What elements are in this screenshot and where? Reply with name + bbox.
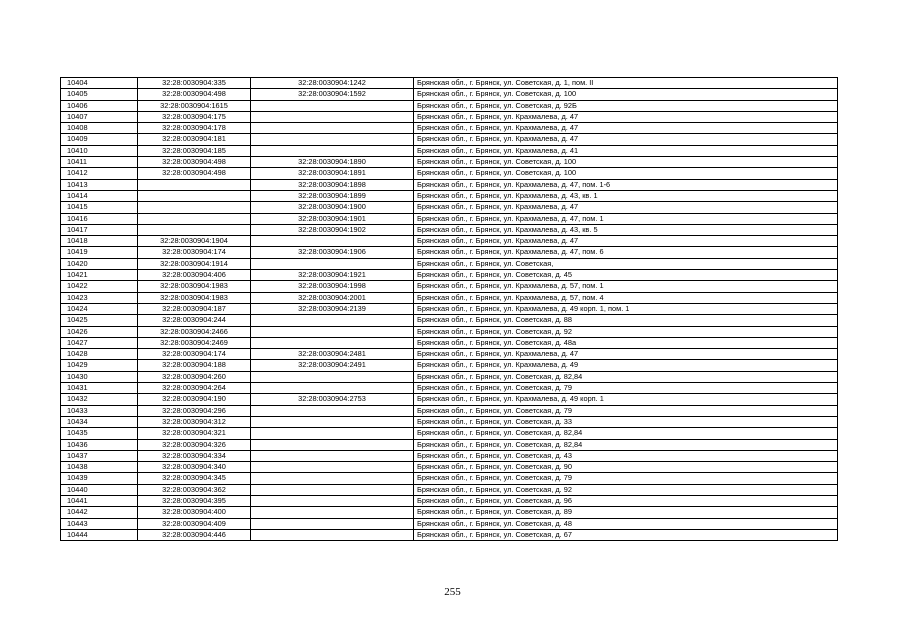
table-row [61, 111, 838, 122]
linked-cadastral-number-cell: 32:28:0030904:1242 [251, 78, 414, 89]
row-number-cell: 10416 [61, 213, 138, 224]
cadastral-number-cell: 32:28:0030904:185 [138, 145, 251, 156]
linked-cadastral-number-cell: 32:28:0030904:1899 [251, 190, 414, 201]
cadastral-number-cell: 32:28:0030904:1983 [138, 281, 251, 292]
table-row [61, 78, 838, 89]
cadastral-number-cell: 32:28:0030904:1914 [138, 258, 251, 269]
cadastral-number-cell: 32:28:0030904:409 [138, 518, 251, 529]
cadastral-number-cell: 32:28:0030904:362 [138, 484, 251, 495]
cadastral-number-cell: 32:28:0030904:335 [138, 78, 251, 89]
cadastral-number-cell: 32:28:0030904:446 [138, 529, 251, 540]
linked-cadastral-number-cell [251, 383, 414, 394]
row-number-cell: 10428 [61, 349, 138, 360]
cadastral-number-cell: 32:28:0030904:174 [138, 349, 251, 360]
row-number-cell: 10432 [61, 394, 138, 405]
linked-cadastral-number-cell [251, 518, 414, 529]
linked-cadastral-number-cell [251, 416, 414, 427]
address-cell: Брянская обл., г. Брянск, ул. Советская, д. 48а [414, 337, 838, 348]
address-cell: Брянская обл., г. Брянск, ул. Советская, д. 43 [414, 450, 838, 461]
table-row [61, 462, 838, 473]
address-cell: Брянская обл., г. Брянск, ул. Крахмалева, д. 49 [414, 360, 838, 371]
cadastral-number-cell: 32:28:0030904:498 [138, 168, 251, 179]
linked-cadastral-number-cell: 32:28:0030904:1998 [251, 281, 414, 292]
address-cell: Брянская обл., г. Брянск, ул. Советская, д. 100 [414, 168, 838, 179]
table-row [61, 349, 838, 360]
linked-cadastral-number-cell [251, 134, 414, 145]
address-cell: Брянская обл., г. Брянск, ул. Советская, д. 88 [414, 315, 838, 326]
table-row [61, 416, 838, 427]
address-cell: Брянская обл., г. Брянск, ул. Крахмалева, д. 47, пом. 1-6 [414, 179, 838, 190]
linked-cadastral-number-cell [251, 484, 414, 495]
cadastral-number-cell: 32:28:0030904:1615 [138, 100, 251, 111]
row-number-cell: 10404 [61, 78, 138, 89]
table-row [61, 292, 838, 303]
table-row [61, 190, 838, 201]
linked-cadastral-number-cell: 32:28:0030904:1901 [251, 213, 414, 224]
row-number-cell: 10434 [61, 416, 138, 427]
row-number-cell: 10412 [61, 168, 138, 179]
linked-cadastral-number-cell [251, 315, 414, 326]
linked-cadastral-number-cell: 32:28:0030904:2753 [251, 394, 414, 405]
row-number-cell: 10421 [61, 270, 138, 281]
row-number-cell: 10426 [61, 326, 138, 337]
row-number-cell: 10407 [61, 111, 138, 122]
linked-cadastral-number-cell: 32:28:0030904:2001 [251, 292, 414, 303]
table-row [61, 224, 838, 235]
table-row [61, 383, 838, 394]
table-row [61, 213, 838, 224]
table-row [61, 394, 838, 405]
table-row [61, 270, 838, 281]
address-cell: Брянская обл., г. Брянск, ул. Крахмалева, д. 43, кв. 5 [414, 224, 838, 235]
address-cell: Брянская обл., г. Брянск, ул. Советская, д. 1, пом. II [414, 78, 838, 89]
address-cell: Брянская обл., г. Брянск, ул. Советская, д. 82,84 [414, 428, 838, 439]
linked-cadastral-number-cell: 32:28:0030904:1902 [251, 224, 414, 235]
linked-cadastral-number-cell [251, 123, 414, 134]
linked-cadastral-number-cell [251, 326, 414, 337]
cadastral-number-cell: 32:28:0030904:334 [138, 450, 251, 461]
table-row [61, 179, 838, 190]
cadastral-table [60, 77, 838, 541]
address-cell: Брянская обл., г. Брянск, ул. Крахмалева, д. 57, пом. 1 [414, 281, 838, 292]
cadastral-number-cell: 32:28:0030904:190 [138, 394, 251, 405]
table-row [61, 518, 838, 529]
address-cell: Брянская обл., г. Брянск, ул. Крахмалева, д. 57, пом. 4 [414, 292, 838, 303]
table-row [61, 507, 838, 518]
cadastral-number-cell: 32:28:0030904:244 [138, 315, 251, 326]
table-row [61, 100, 838, 111]
address-cell: Брянская обл., г. Брянск, ул. Советская, д. 92 [414, 484, 838, 495]
table-row [61, 439, 838, 450]
row-number-cell: 10411 [61, 157, 138, 168]
cadastral-number-cell: 32:28:0030904:2466 [138, 326, 251, 337]
linked-cadastral-number-cell: 32:28:0030904:1592 [251, 89, 414, 100]
linked-cadastral-number-cell [251, 100, 414, 111]
cadastral-number-cell: 32:28:0030904:406 [138, 270, 251, 281]
address-cell: Брянская обл., г. Брянск, ул. Крахмалева, д. 47 [414, 236, 838, 247]
cadastral-number-cell: 32:28:0030904:340 [138, 462, 251, 473]
address-cell: Брянская обл., г. Брянск, ул. Советская, д. 33 [414, 416, 838, 427]
address-cell: Брянская обл., г. Брянск, ул. Крахмалева, д. 49 корп. 1 [414, 394, 838, 405]
cadastral-number-cell: 32:28:0030904:1904 [138, 236, 251, 247]
table-row [61, 495, 838, 506]
address-cell: Брянская обл., г. Брянск, ул. Крахмалева, д. 47 [414, 111, 838, 122]
table-row [61, 337, 838, 348]
table-row [61, 281, 838, 292]
table-row [61, 428, 838, 439]
linked-cadastral-number-cell [251, 337, 414, 348]
cadastral-number-cell: 32:28:0030904:260 [138, 371, 251, 382]
table-row [61, 123, 838, 134]
row-number-cell: 10430 [61, 371, 138, 382]
table-row [61, 405, 838, 416]
row-number-cell: 10409 [61, 134, 138, 145]
row-number-cell: 10415 [61, 202, 138, 213]
row-number-cell: 10444 [61, 529, 138, 540]
address-cell: Брянская обл., г. Брянск, ул. Советская, д. 79 [414, 405, 838, 416]
address-cell: Брянская обл., г. Брянск, ул. Крахмалева, д. 41 [414, 145, 838, 156]
row-number-cell: 10406 [61, 100, 138, 111]
linked-cadastral-number-cell [251, 529, 414, 540]
linked-cadastral-number-cell: 32:28:0030904:1921 [251, 270, 414, 281]
row-number-cell: 10443 [61, 518, 138, 529]
linked-cadastral-number-cell: 32:28:0030904:1900 [251, 202, 414, 213]
table-row [61, 247, 838, 258]
address-cell: Брянская обл., г. Брянск, ул. Советская, д. 82,84 [414, 439, 838, 450]
linked-cadastral-number-cell [251, 462, 414, 473]
address-cell: Брянская обл., г. Брянск, ул. Крахмалева, д. 47 [414, 202, 838, 213]
linked-cadastral-number-cell: 32:28:0030904:2139 [251, 303, 414, 314]
row-number-cell: 10437 [61, 450, 138, 461]
table-row [61, 89, 838, 100]
address-cell: Брянская обл., г. Брянск, ул. Крахмалева, д. 49 корп. 1, пом. 1 [414, 303, 838, 314]
table-row [61, 450, 838, 461]
address-cell: Брянская обл., г. Брянск, ул. Крахмалева, д. 47 [414, 134, 838, 145]
linked-cadastral-number-cell [251, 507, 414, 518]
cadastral-number-cell: 32:28:0030904:2469 [138, 337, 251, 348]
linked-cadastral-number-cell [251, 439, 414, 450]
cadastral-number-cell: 32:28:0030904:312 [138, 416, 251, 427]
cadastral-number-cell [138, 224, 251, 235]
linked-cadastral-number-cell [251, 405, 414, 416]
linked-cadastral-number-cell: 32:28:0030904:1906 [251, 247, 414, 258]
table-row [61, 484, 838, 495]
table-row [61, 315, 838, 326]
address-cell: Брянская обл., г. Брянск, ул. Крахмалева, д. 47, пом. 6 [414, 247, 838, 258]
table-row [61, 157, 838, 168]
table-row [61, 303, 838, 314]
cadastral-number-cell [138, 202, 251, 213]
table-row [61, 134, 838, 145]
cadastral-number-cell: 32:28:0030904:174 [138, 247, 251, 258]
cadastral-number-cell: 32:28:0030904:1983 [138, 292, 251, 303]
table-row [61, 529, 838, 540]
address-cell: Брянская обл., г. Брянск, ул. Советская, д. 79 [414, 383, 838, 394]
table-row [61, 371, 838, 382]
row-number-cell: 10422 [61, 281, 138, 292]
cadastral-number-cell: 32:28:0030904:175 [138, 111, 251, 122]
cadastral-number-cell: 32:28:0030904:498 [138, 89, 251, 100]
row-number-cell: 10419 [61, 247, 138, 258]
row-number-cell: 10429 [61, 360, 138, 371]
address-cell: Брянская обл., г. Брянск, ул. Советская, д. 96 [414, 495, 838, 506]
linked-cadastral-number-cell [251, 473, 414, 484]
address-cell: Брянская обл., г. Брянск, ул. Советская, д. 45 [414, 270, 838, 281]
address-cell: Брянская обл., г. Брянск, ул. Советская, [414, 258, 838, 269]
row-number-cell: 10436 [61, 439, 138, 450]
table-row [61, 258, 838, 269]
cadastral-number-cell: 32:28:0030904:326 [138, 439, 251, 450]
row-number-cell: 10440 [61, 484, 138, 495]
address-cell: Брянская обл., г. Брянск, ул. Крахмалева, д. 47 [414, 123, 838, 134]
address-cell: Брянская обл., г. Брянск, ул. Советская, д. 100 [414, 157, 838, 168]
row-number-cell: 10438 [61, 462, 138, 473]
table-row [61, 326, 838, 337]
linked-cadastral-number-cell: 32:28:0030904:1898 [251, 179, 414, 190]
cadastral-number-cell: 32:28:0030904:178 [138, 123, 251, 134]
linked-cadastral-number-cell [251, 371, 414, 382]
cadastral-number-cell: 32:28:0030904:296 [138, 405, 251, 416]
cadastral-number-cell: 32:28:0030904:345 [138, 473, 251, 484]
row-number-cell: 10435 [61, 428, 138, 439]
table-row [61, 145, 838, 156]
address-cell: Брянская обл., г. Брянск, ул. Советская, д. 82,84 [414, 371, 838, 382]
linked-cadastral-number-cell: 32:28:0030904:2491 [251, 360, 414, 371]
row-number-cell: 10433 [61, 405, 138, 416]
row-number-cell: 10439 [61, 473, 138, 484]
address-cell: Брянская обл., г. Брянск, ул. Крахмалева, д. 47 [414, 349, 838, 360]
address-cell: Брянская обл., г. Брянск, ул. Советская, д. 48 [414, 518, 838, 529]
cadastral-number-cell [138, 213, 251, 224]
linked-cadastral-number-cell [251, 450, 414, 461]
row-number-cell: 10423 [61, 292, 138, 303]
row-number-cell: 10408 [61, 123, 138, 134]
address-cell: Брянская обл., г. Брянск, ул. Советская, д. 79 [414, 473, 838, 484]
row-number-cell: 10431 [61, 383, 138, 394]
cadastral-number-cell [138, 179, 251, 190]
address-cell: Брянская обл., г. Брянск, ул. Советская, д. 89 [414, 507, 838, 518]
page-number: 255 [444, 586, 461, 598]
linked-cadastral-number-cell [251, 111, 414, 122]
address-cell: Брянская обл., г. Брянск, ул. Советская, д. 92Б [414, 100, 838, 111]
table-row [61, 168, 838, 179]
address-cell: Брянская обл., г. Брянск, ул. Советская, д. 92 [414, 326, 838, 337]
cadastral-number-cell: 32:28:0030904:187 [138, 303, 251, 314]
cadastral-number-cell [138, 190, 251, 201]
table-row [61, 236, 838, 247]
row-number-cell: 10414 [61, 190, 138, 201]
cadastral-number-cell: 32:28:0030904:498 [138, 157, 251, 168]
linked-cadastral-number-cell: 32:28:0030904:2481 [251, 349, 414, 360]
linked-cadastral-number-cell [251, 495, 414, 506]
cadastral-number-cell: 32:28:0030904:321 [138, 428, 251, 439]
table-row [61, 473, 838, 484]
address-cell: Брянская обл., г. Брянск, ул. Крахмалева, д. 43, кв. 1 [414, 190, 838, 201]
row-number-cell: 10417 [61, 224, 138, 235]
cadastral-number-cell: 32:28:0030904:400 [138, 507, 251, 518]
address-cell: Брянская обл., г. Брянск, ул. Крахмалева, д. 47, пом. 1 [414, 213, 838, 224]
row-number-cell: 10410 [61, 145, 138, 156]
cadastral-number-cell: 32:28:0030904:181 [138, 134, 251, 145]
table-row [61, 360, 838, 371]
row-number-cell: 10425 [61, 315, 138, 326]
row-number-cell: 10418 [61, 236, 138, 247]
row-number-cell: 10413 [61, 179, 138, 190]
linked-cadastral-number-cell [251, 145, 414, 156]
linked-cadastral-number-cell: 32:28:0030904:1890 [251, 157, 414, 168]
table-row [61, 202, 838, 213]
cadastral-number-cell: 32:28:0030904:264 [138, 383, 251, 394]
linked-cadastral-number-cell [251, 258, 414, 269]
row-number-cell: 10442 [61, 507, 138, 518]
address-cell: Брянская обл., г. Брянск, ул. Советская, д. 67 [414, 529, 838, 540]
table-body [61, 78, 838, 541]
linked-cadastral-number-cell [251, 428, 414, 439]
cadastral-number-cell: 32:28:0030904:188 [138, 360, 251, 371]
linked-cadastral-number-cell [251, 236, 414, 247]
row-number-cell: 10420 [61, 258, 138, 269]
row-number-cell: 10405 [61, 89, 138, 100]
linked-cadastral-number-cell: 32:28:0030904:1891 [251, 168, 414, 179]
row-number-cell: 10424 [61, 303, 138, 314]
cadastral-number-cell: 32:28:0030904:395 [138, 495, 251, 506]
address-cell: Брянская обл., г. Брянск, ул. Советская, д. 100 [414, 89, 838, 100]
row-number-cell: 10427 [61, 337, 138, 348]
address-cell: Брянская обл., г. Брянск, ул. Советская, д. 90 [414, 462, 838, 473]
row-number-cell: 10441 [61, 495, 138, 506]
